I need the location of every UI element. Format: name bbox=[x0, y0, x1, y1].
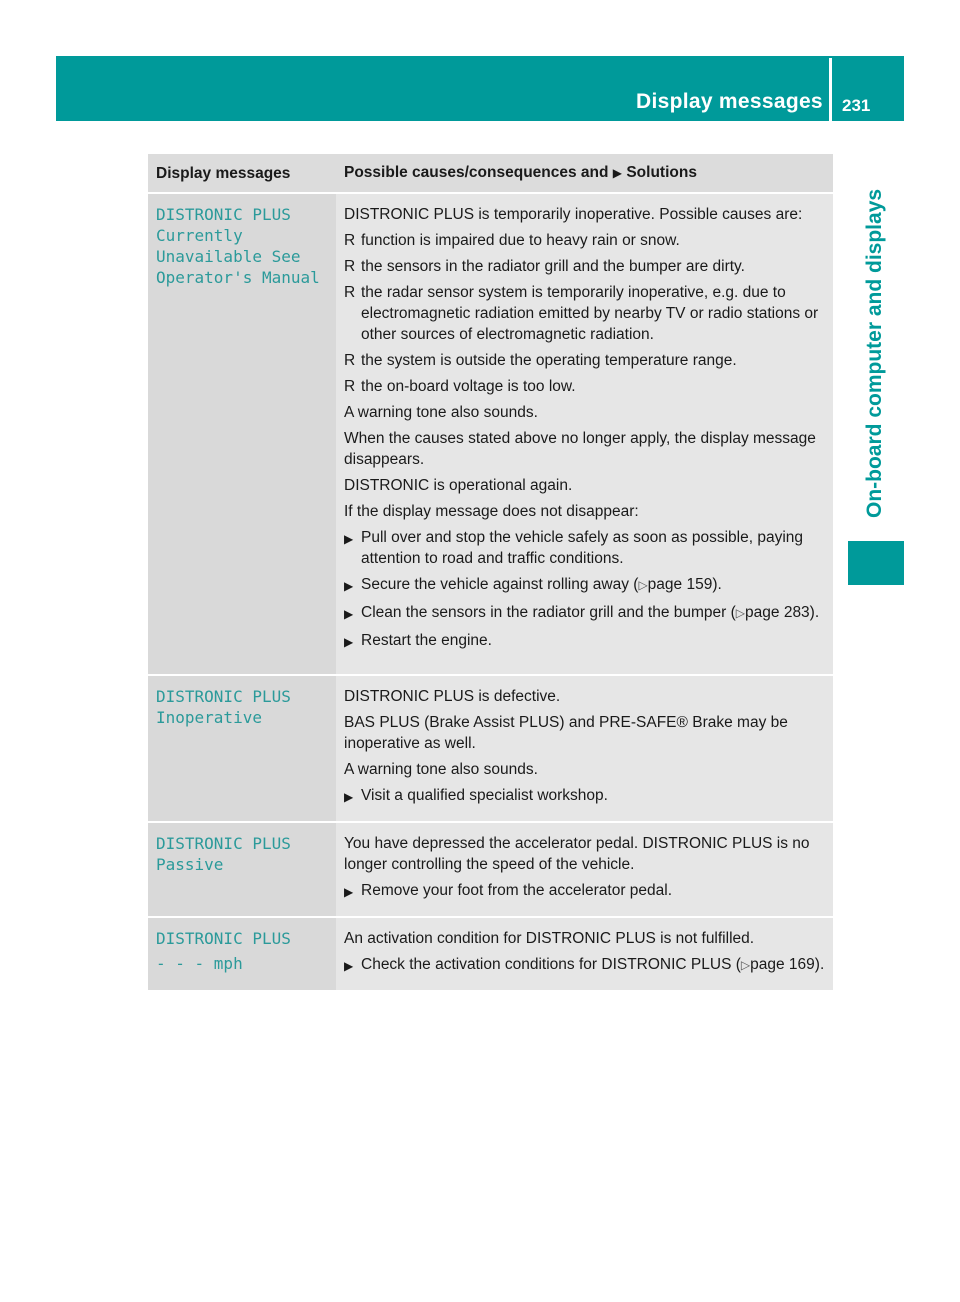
list-item-text: function is impaired due to heavy rain or snow. bbox=[361, 232, 680, 249]
page-reference[interactable]: page 169). bbox=[750, 956, 825, 973]
list-item bbox=[344, 256, 827, 277]
action-step bbox=[344, 602, 827, 625]
arrow-right-icon: ▶ bbox=[344, 790, 354, 804]
description-text: If the display message does not disappear: bbox=[344, 503, 639, 520]
display-message-code: DISTRONIC PLUS Passive bbox=[156, 834, 301, 874]
list-item-text: the radar sensor system is temporarily inoperative, e.g. due to electromagnetic radiation emitted by nearby TV or radio stations or other sources of electromagnetic radiation. bbox=[361, 284, 819, 343]
display-message-cell bbox=[148, 822, 336, 917]
list-item bbox=[344, 350, 827, 371]
column-header-messages: Display messages bbox=[148, 154, 336, 193]
page-reference-triangle-icon: ▷ bbox=[735, 606, 746, 620]
description-text: You have depressed the accelerator pedal. DISTRONIC PLUS is no longer controlling the speed of the vehicle. bbox=[344, 835, 810, 873]
arrow-right-icon: ▶ bbox=[344, 607, 354, 621]
list-item bbox=[344, 230, 827, 251]
description-text: DISTRONIC PLUS is defective. bbox=[344, 688, 561, 705]
description-text: A warning tone also sounds. bbox=[344, 761, 538, 778]
bullet-r-icon: R bbox=[344, 352, 356, 369]
bullet-r-icon: R bbox=[344, 258, 356, 275]
display-message-code: DISTRONIC PLUS Inoperative bbox=[156, 687, 301, 727]
arrow-right-icon: ▶ bbox=[344, 885, 354, 899]
description-text: An activation condition for DISTRONIC PLUS is not fulfilled. bbox=[344, 930, 755, 947]
column-header-causes-label: Possible causes/consequences and bbox=[344, 164, 609, 181]
description-text bbox=[344, 712, 827, 754]
side-tab-marker bbox=[848, 541, 904, 585]
arrow-right-icon: ▶ bbox=[612, 166, 623, 180]
arrow-right-icon: ▶ bbox=[344, 532, 354, 546]
description-text-part: ® Brake may be inoperative as well. bbox=[344, 714, 788, 752]
action-step-text: Remove your foot from the accelerator pedal. bbox=[361, 882, 673, 899]
action-step-text: Clean the sensors in the radiator grill and the bumper ( bbox=[361, 604, 736, 621]
action-step-text: Pull over and stop the vehicle safely as soon as possible, paying attention to road and traffic conditions. bbox=[361, 529, 804, 567]
page-reference-triangle-icon: ▷ bbox=[638, 578, 648, 592]
description-text: A warning tone also sounds. bbox=[344, 404, 538, 421]
description-cell bbox=[336, 822, 833, 917]
action-step-text: Visit a qualified specialist workshop. bbox=[361, 787, 608, 804]
column-header-solutions-label: Solutions bbox=[626, 164, 697, 181]
action-step bbox=[344, 954, 827, 977]
header-divider bbox=[829, 58, 832, 121]
description-text: DISTRONIC PLUS is temporarily inoperative. Possible causes are: bbox=[344, 206, 803, 223]
list-item bbox=[344, 282, 827, 345]
arrow-right-icon: ▶ bbox=[344, 959, 354, 973]
action-step-text: Restart the engine. bbox=[361, 632, 492, 649]
arrow-right-icon: ▶ bbox=[344, 579, 354, 593]
description-cell bbox=[336, 917, 833, 991]
page-reference[interactable]: page 283). bbox=[745, 604, 820, 621]
action-step bbox=[344, 880, 827, 903]
display-messages-table bbox=[148, 154, 833, 992]
page-number: 231 bbox=[842, 96, 871, 115]
display-message-cell bbox=[148, 193, 336, 675]
table-row bbox=[148, 917, 833, 991]
description-cell bbox=[336, 193, 833, 675]
table-row bbox=[148, 675, 833, 822]
action-step bbox=[344, 527, 827, 569]
list-item-text: the system is outside the operating temperature range. bbox=[361, 352, 737, 369]
display-message-cell bbox=[148, 675, 336, 822]
action-step-text: Check the activation conditions for DISTRONIC PLUS ( bbox=[361, 956, 741, 973]
action-step-text: Secure the vehicle against rolling away ( bbox=[361, 576, 639, 593]
bullet-r-icon: R bbox=[344, 284, 356, 301]
side-tab-label: On-board computer and displays bbox=[863, 188, 886, 518]
table-row bbox=[148, 822, 833, 917]
list-item-text: the sensors in the radiator grill and the bumper are dirty. bbox=[361, 258, 745, 275]
action-step bbox=[344, 630, 827, 653]
action-step bbox=[344, 574, 827, 597]
arrow-right-icon: ▶ bbox=[344, 635, 354, 649]
display-message-code: DISTRONIC PLUS bbox=[156, 929, 291, 948]
page-reference-triangle-icon: ▷ bbox=[740, 958, 751, 972]
bullet-r-icon: R bbox=[344, 378, 356, 395]
list-item bbox=[344, 376, 827, 397]
display-message-cell bbox=[148, 917, 336, 991]
page-reference[interactable]: page 159). bbox=[647, 576, 722, 593]
column-header-causes bbox=[336, 154, 833, 193]
display-message-code: DISTRONIC PLUS Currently Unavailable See Operator's Manual bbox=[156, 205, 320, 287]
description-text-part: BAS PLUS (Brake Assist PLUS) and PRE-SAFE bbox=[344, 714, 677, 731]
list-item-text: the on-board voltage is too low. bbox=[361, 378, 576, 395]
description-cell bbox=[336, 675, 833, 822]
page-title: Display messages bbox=[636, 90, 823, 113]
bullet-r-icon: R bbox=[344, 232, 356, 249]
display-message-code: - - - mph bbox=[156, 954, 243, 973]
table-header-row bbox=[148, 154, 833, 193]
action-step bbox=[344, 785, 827, 808]
description-text: When the causes stated above no longer apply, the display message disappears. bbox=[344, 430, 816, 468]
description-text: DISTRONIC is operational again. bbox=[344, 477, 573, 494]
table-row bbox=[148, 193, 833, 675]
